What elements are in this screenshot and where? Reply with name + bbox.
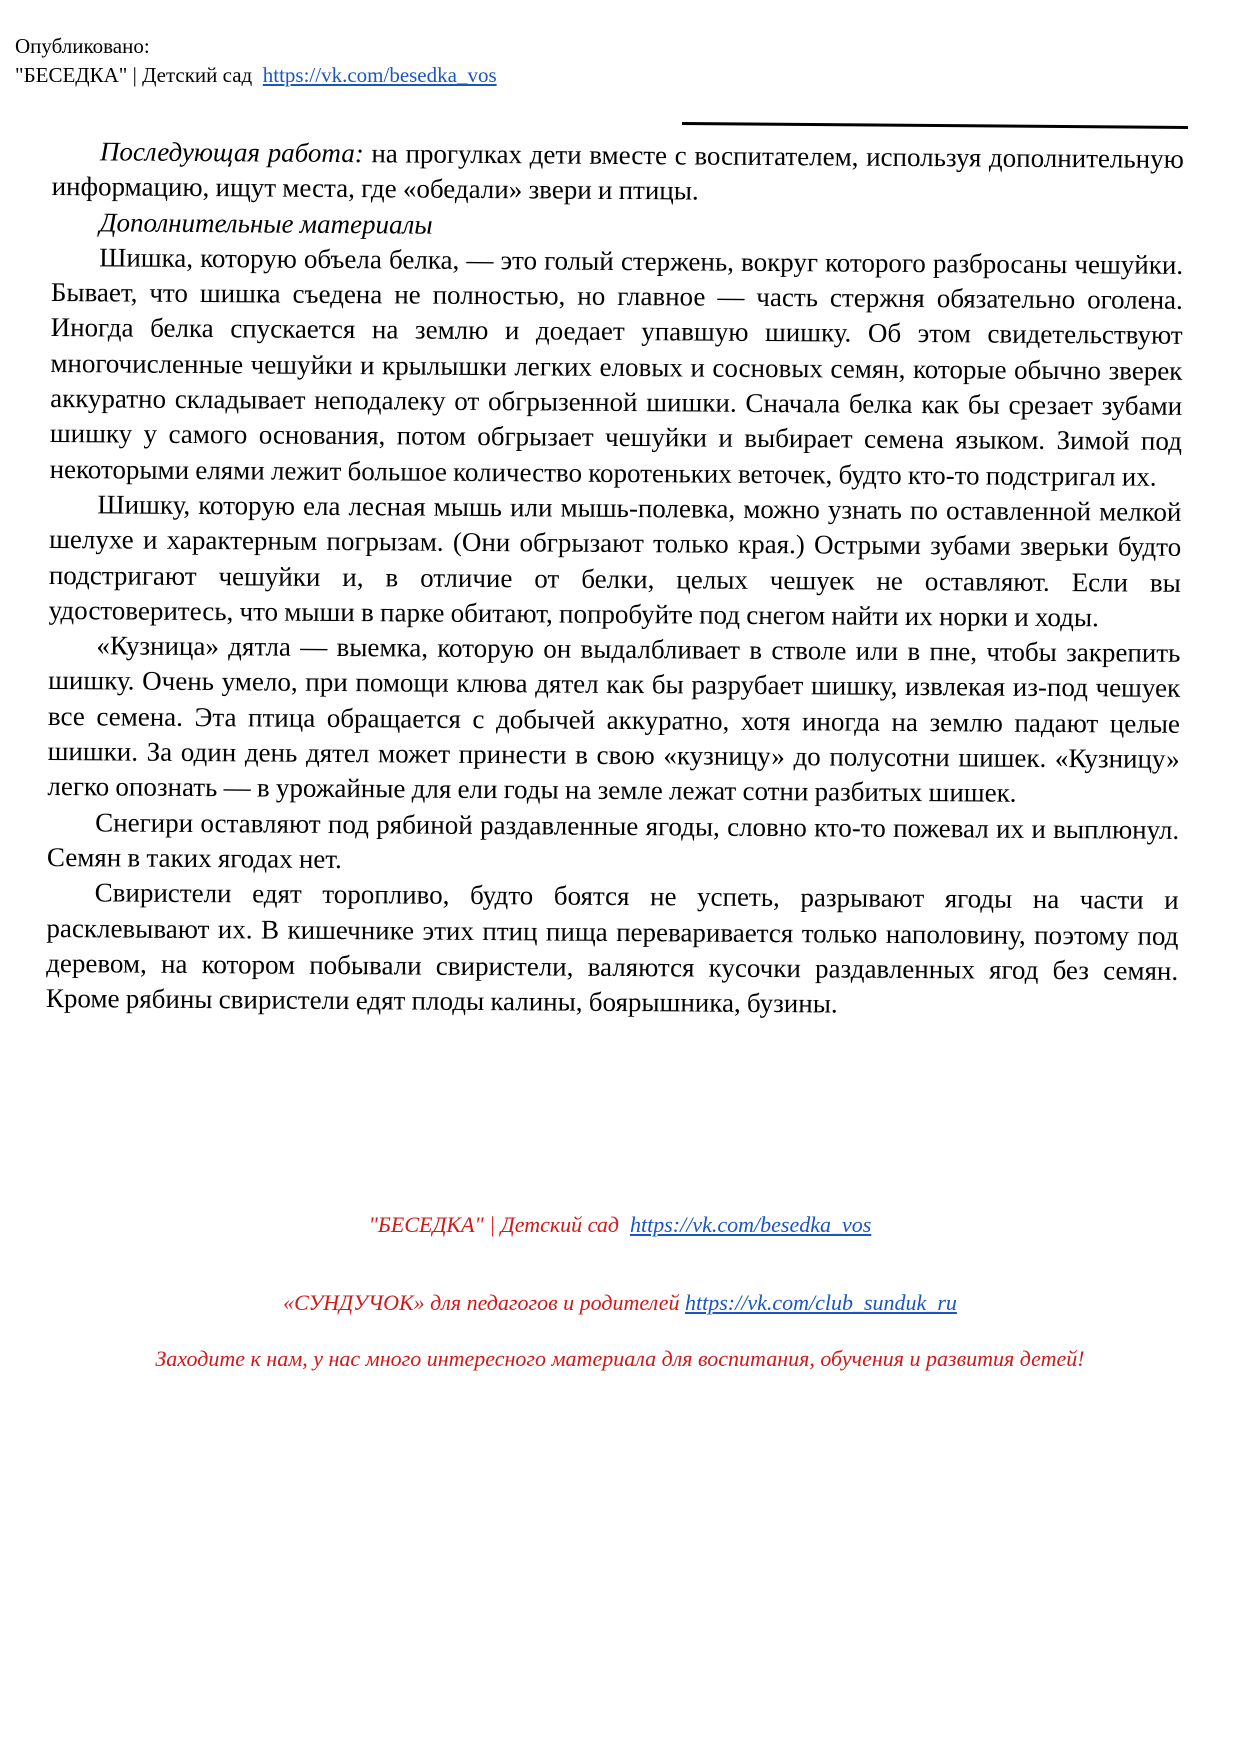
published-label: Опубликовано: <box>15 34 150 58</box>
paragraph-mouse: Шишку, которую ела лесная мышь или мышь-полевка, можно узнать по оставленной мелкой шелухе и характерным погрызам. (Они обгрызают только края.) Острыми зубами зверьки будто подстригают чешуйки и, в отличие от белки, целых чешуек не оставляют. Если вы удостоверитесь, что мыши в парке обитают, попробуйте под снегом найти их норки и ходы. <box>48 489 1182 633</box>
header-divider <box>682 122 1188 129</box>
footer-invitation: Заходите к нам, у нас много интересного материала для воспитания, обучения и развития детей! <box>155 1346 1085 1371</box>
source-name: "БЕСЕДКА" | Детский сад <box>15 63 253 87</box>
footer-sunduk-text: «СУНДУЧОК» для педагогов и родителей <box>283 1290 680 1315</box>
source-line <box>15 61 497 90</box>
paragraph-bullfinch: Снегири оставляют под рябиной раздавленные ягоды, словно кто-то пожевал их и выплюнул. Семян в таких ягодах нет. <box>46 806 1180 874</box>
article-body <box>46 134 1184 1024</box>
follow-up-text: на прогулках дети вместе с воспитателем, используя дополнительную информацию, ищут места, где «обедали» звери и птицы. <box>51 138 1184 206</box>
footer-besedka-text: "БЕСЕДКА" | Детский сад <box>368 1212 620 1237</box>
follow-up-label: Последующая работа: <box>99 136 364 169</box>
source-link[interactable]: https://vk.com/besedka_vos <box>262 63 497 87</box>
publication-header <box>15 32 497 90</box>
footer-sunduk-link[interactable]: https://vk.com/club_sunduk_ru <box>684 1290 957 1315</box>
footer-besedka <box>0 1212 1240 1238</box>
paragraph-squirrel: Шишка, которую объела белка, — это голый стержень, вокруг которого разбросаны чешуйки. Бывает, что шишка съедена не полностью, но главное — часть стержня обязательно оголена. Иногда белка спускается на землю и доедает упавшую шишку. Об этом свидетельствуют многочисленные чешуйки и крылышки легких еловых и сосновых семян, которые обычно зверек аккуратно складывает неподалеку от обгрызенной шишки. Сначала белка как бы срезает зубами шишку у самого основания, потом обгрызает чешуйки и выбирает семена языком. Зимой под некоторыми елями лежит большое количество коротеньких веточек, будто кто-то подстригал их. <box>49 242 1184 492</box>
additional-materials-heading: Дополнительные материалы <box>99 206 433 240</box>
paragraph-woodpecker: «Кузница» дятла — выемка, которую он выдалбливает в стволе или в пне, чтобы закрепить шишку. Очень умело, при помощи клюва дятел как бы разрубает шишку, извлекая из-под чешуек все семена. Эта птица обращается с добычей аккуратно, хотя иногда на землю падают целые шишки. За один день дятел может принести в свою «кузницу» до полусотни шишек. «Кузницу» легко опознать — в урожайные для ели годы на земле лежат сотни разбитых шишек. <box>47 630 1181 809</box>
paragraph-waxwing: Свиристели едят торопливо, будто боятся не успеть, разрывают ягоды на части и расклевывают их. В кишечнике этих птиц пища переваривается только наполовину, поэтому под деревом, на котором побывали свиристели, валяются кусочки раздавленных ягод без семян. Кроме рябины свиристели едят плоды калины, боярышника, бузины. <box>45 877 1179 1019</box>
footer-besedka-link[interactable]: https://vk.com/besedka_vos <box>630 1212 872 1237</box>
follow-up-paragraph <box>52 134 1184 212</box>
footer-sunduk <box>0 1290 1240 1316</box>
